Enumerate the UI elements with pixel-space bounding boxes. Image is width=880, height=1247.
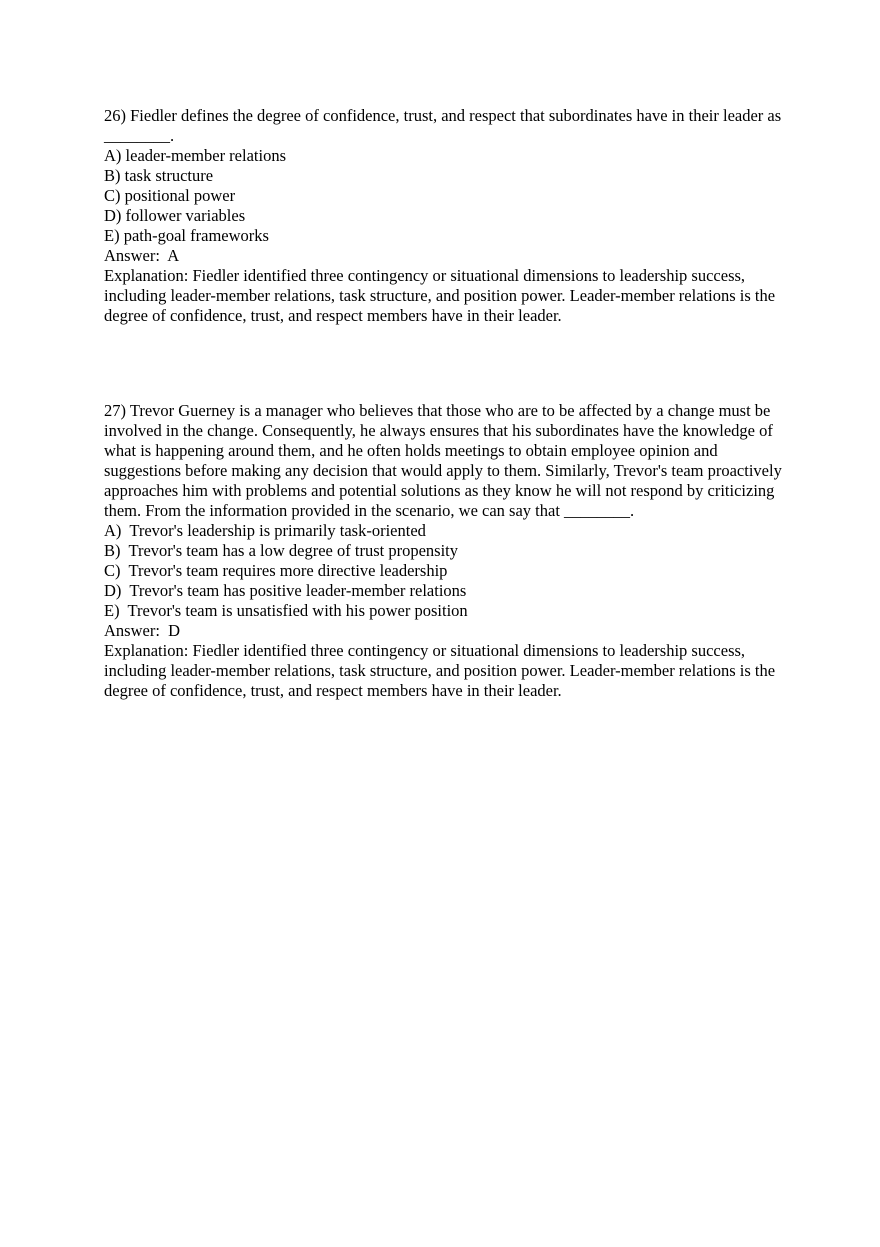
option-list — [104, 521, 784, 621]
option-d: D) follower variables — [104, 206, 246, 225]
question-27 — [104, 401, 784, 701]
question-26 — [104, 106, 784, 326]
answer-line: Answer: A — [104, 246, 180, 265]
option-a: A) Trevor's leadership is primarily task-oriented — [104, 521, 426, 540]
explanation-text: Explanation: Fiedler identified three contingency or situational dimensions to leadership success, including leader-member relations, task structure, and position power. Leader-member relations is the degree of confidence, trust, and respect members have in their leader. — [104, 266, 776, 325]
option-b: B) Trevor's team has a low degree of trust propensity — [104, 541, 458, 560]
answer-line: Answer: D — [104, 621, 181, 640]
explanation-text: Explanation: Fiedler identified three contingency or situational dimensions to leadership success, including leader-member relations, task structure, and position power. Leader-member relations is the degree of confidence, trust, and respect members have in their leader. — [104, 641, 776, 700]
option-e: E) path-goal frameworks — [104, 226, 269, 245]
option-b: B) task structure — [104, 166, 214, 185]
option-c: C) positional power — [104, 186, 236, 205]
option-a: A) leader-member relations — [104, 146, 286, 165]
question-stem: 26) Fiedler defines the degree of confidence, trust, and respect that subordinates have in their leader as ________. — [104, 106, 782, 145]
option-list — [104, 146, 784, 246]
option-d: D) Trevor's team has positive leader-member relations — [104, 581, 467, 600]
option-c: C) Trevor's team requires more directive leadership — [104, 561, 448, 580]
option-e: E) Trevor's team is unsatisfied with his power position — [104, 601, 468, 620]
question-stem: 27) Trevor Guerney is a manager who believes that those who are to be affected by a change must be involved in the change. Consequently, he always ensures that his subordinates have the knowledge of what is happening around them, and he often holds meetings to obtain employee opinion and suggestions before making any decision that would apply to them. Similarly, Trevor's team proactively approaches him with problems and potential solutions as they know he will not respond by criticizing them. From the information provided in the scenario, we can say that ________. — [104, 401, 782, 520]
